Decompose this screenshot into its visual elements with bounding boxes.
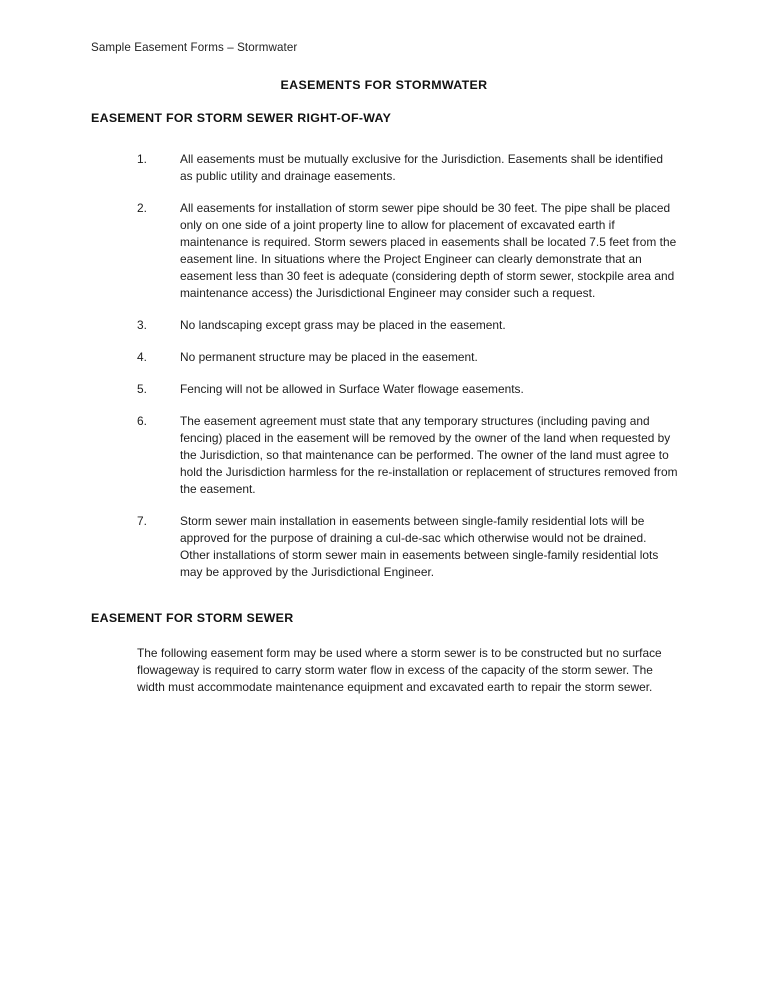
clause-text: All easements must be mutually exclusive for the Jurisdiction. Easements shall be identified as public utility and drainage easements.: [180, 152, 663, 183]
page-title: EASEMENTS FOR STORMWATER: [280, 78, 488, 92]
clause-number: 7.: [137, 514, 147, 528]
document-body: [0, 110, 768, 696]
clause-item: [137, 317, 678, 334]
clause-number: 2.: [137, 201, 147, 215]
clause-text: No permanent structure may be placed in the easement.: [180, 350, 478, 364]
clause-text: Fencing will not be allowed in Surface Water flowage easements.: [180, 382, 524, 396]
clause-text: All easements for installation of storm sewer pipe should be 30 feet. The pipe shall be placed only on one side of a joint property line to allow for placement of excavated earth if maintenance is required. Storm sewers placed in easements shall be located 7.5 feet from the easement line. In situations where the Project Engineer can clearly demonstrate that an easement less than 30 feet is adequate (considering depth of storm sewer, stockpile area and maintenance access) the Jurisdictional Engineer may consider such a request.: [180, 201, 677, 300]
clause-item: [137, 413, 678, 498]
clause-text: Storm sewer main installation in easements between single-family residential lots will be approved for the purpose of draining a cul-de-sac which otherwise would not be drained. Other installations of storm sewer main in easements between single-family residential lots may be approved by the Jurisdictional Engineer.: [180, 514, 659, 579]
clause-text: No landscaping except grass may be placed in the easement.: [180, 318, 506, 332]
clause-item: [137, 381, 678, 398]
clause-number: 6.: [137, 414, 147, 428]
section-heading-storm-sewer: EASEMENT FOR STORM SEWER: [91, 611, 294, 625]
section-heading-right-of-way: EASEMENT FOR STORM SEWER RIGHT-OF-WAY: [91, 111, 392, 125]
clause-item: [137, 200, 678, 302]
clause-list: [0, 151, 768, 581]
storm-sewer-paragraph: The following easement form may be used where a storm sewer is to be constructed but no surface flowageway is required to carry storm water flow in excess of the capacity of the storm sewer. The width must accommodate maintenance equipment and excavated earth to repair the storm sewer.: [137, 646, 662, 694]
clause-number: 3.: [137, 318, 147, 332]
clause-item: [137, 513, 678, 581]
clause-item: [137, 151, 678, 185]
running-header: Sample Easement Forms – Stormwater: [91, 41, 298, 54]
clause-text: The easement agreement must state that any temporary structures (including paving and fencing) placed in the easement will be removed by the owner of the land when requested by the Jurisdiction, so that maintenance can be performed. The owner of the land must agree to hold the Jurisdiction harmless for the re-installation or replacement of structures removed from the easement.: [180, 414, 678, 496]
clause-number: 1.: [137, 152, 147, 166]
clause-number: 4.: [137, 350, 147, 364]
clause-number: 5.: [137, 382, 147, 396]
clause-item: [137, 349, 678, 366]
